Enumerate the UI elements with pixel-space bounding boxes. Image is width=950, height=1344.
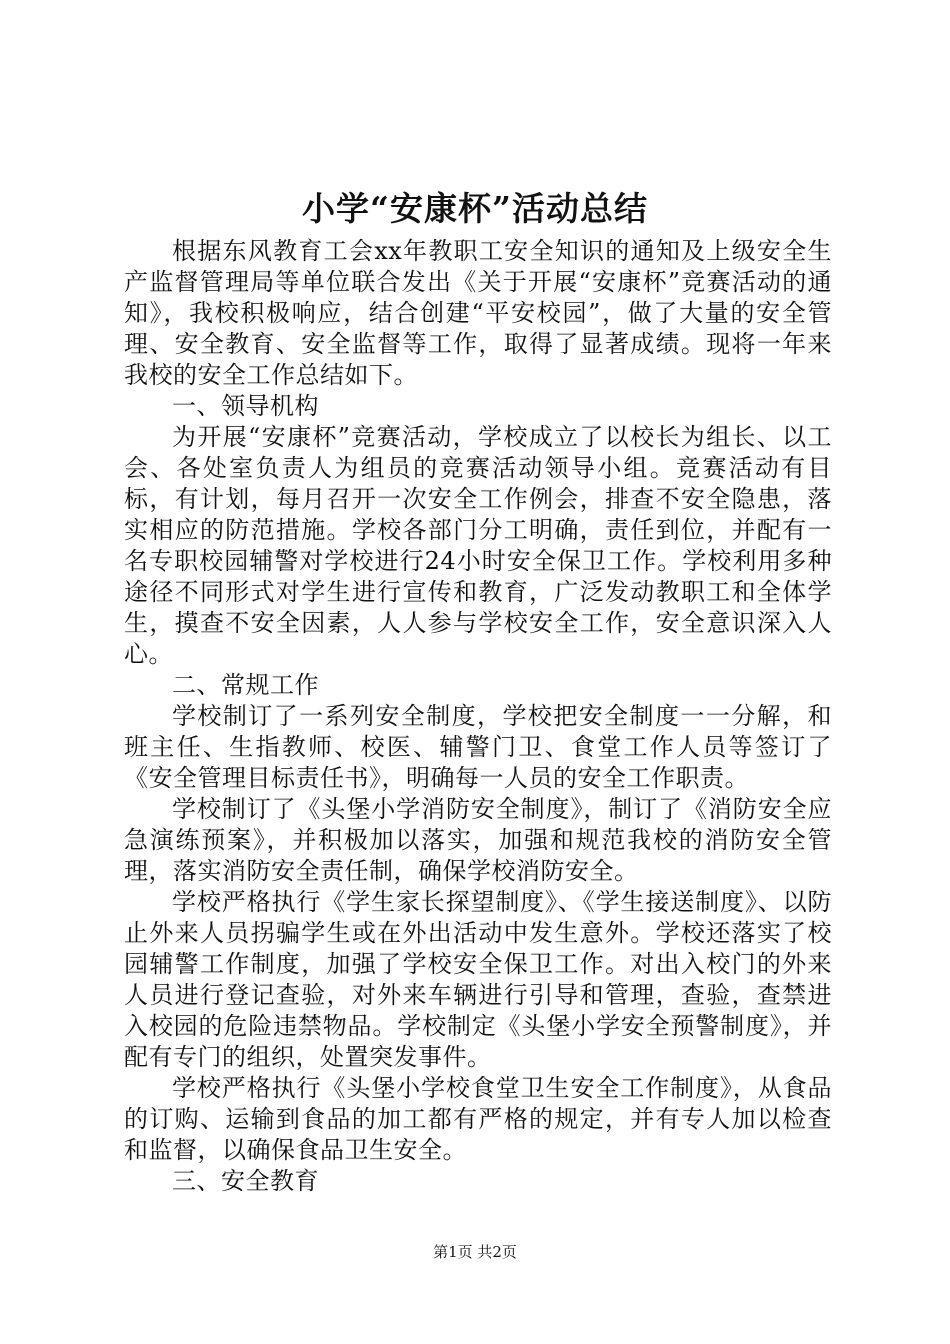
document-body bbox=[124, 236, 832, 1197]
page-number-footer: 第1页 共2页 bbox=[433, 1243, 517, 1261]
paragraph-fire-safety: 学校制订了《头堡小学消防安全制度》，制订了《消防安全应急演练预案》，并积极加以落实，加强和规范我校的消防安全管理，落实消防安全责任制，确保学校消防安全。 bbox=[124, 795, 832, 885]
paragraph-safety-rules: 学校制订了一系列安全制度，学校把安全制度一一分解，和班主任、生指教师、校医、辅警门卫、食堂工作人员等签订了《安全管理目标责任书》，明确每一人员的安全工作职责。 bbox=[124, 702, 832, 792]
section-heading-leadership: 一、领导机构 bbox=[172, 392, 319, 420]
paragraph-intro: 根据东风教育工会xx年教职工安全知识的通知及上级安全生产监督管理局等单位联合发出《关于开展“安康杯”竞赛活动的通知》，我校积极响应，结合创建“平安校园”，做了大量的安全管理、安全教育、安全监督等工作，取得了显著成绩。现将一年来我校的安全工作总结如下。 bbox=[124, 237, 832, 389]
section-heading-safety-education: 三、安全教育 bbox=[172, 1167, 319, 1195]
section-heading-routine-work: 二、常规工作 bbox=[172, 671, 319, 699]
paragraph-visitor-control: 学校严格执行《学生家长探望制度》、《学生接送制度》、以防止外来人员拐骗学生或在外出活动中发生意外。学校还落实了校园辅警工作制度，加强了学校安全保卫工作。对出入校门的外来人员进行登记查验，对外来车辆进行引导和管理，查验，查禁进入校园的危险违禁物品。学校制定《头堡小学安全预警制度》，并配有专门的组织，处置突发事件。 bbox=[124, 888, 832, 1071]
paragraph-food-safety: 学校严格执行《头堡小学校食堂卫生安全工作制度》，从食品的订购、运输到食品的加工都有严格的规定，并有专人加以检查和监督，以确保食品卫生安全。 bbox=[124, 1074, 832, 1164]
paragraph-leadership: 为开展“安康杯”竞赛活动，学校成立了以校长为组长、以工会、各处室负责人为组员的竞赛活动领导小组。竞赛活动有目标，有计划，每月召开一次安全工作例会，排查不安全隐患，落实相应的防范措施。学校各部门分工明确，责任到位，并配有一名专职校园辅警对学校进行24小时安全保卫工作。学校利用多种途径不同形式对学生进行宣传和教育，广泛发动教职工和全体学生，摸查不安全因素，人人参与学校安全工作，安全意识深入人心。 bbox=[124, 423, 832, 668]
document-title: 小学“安康杯”活动总结 bbox=[302, 189, 648, 228]
